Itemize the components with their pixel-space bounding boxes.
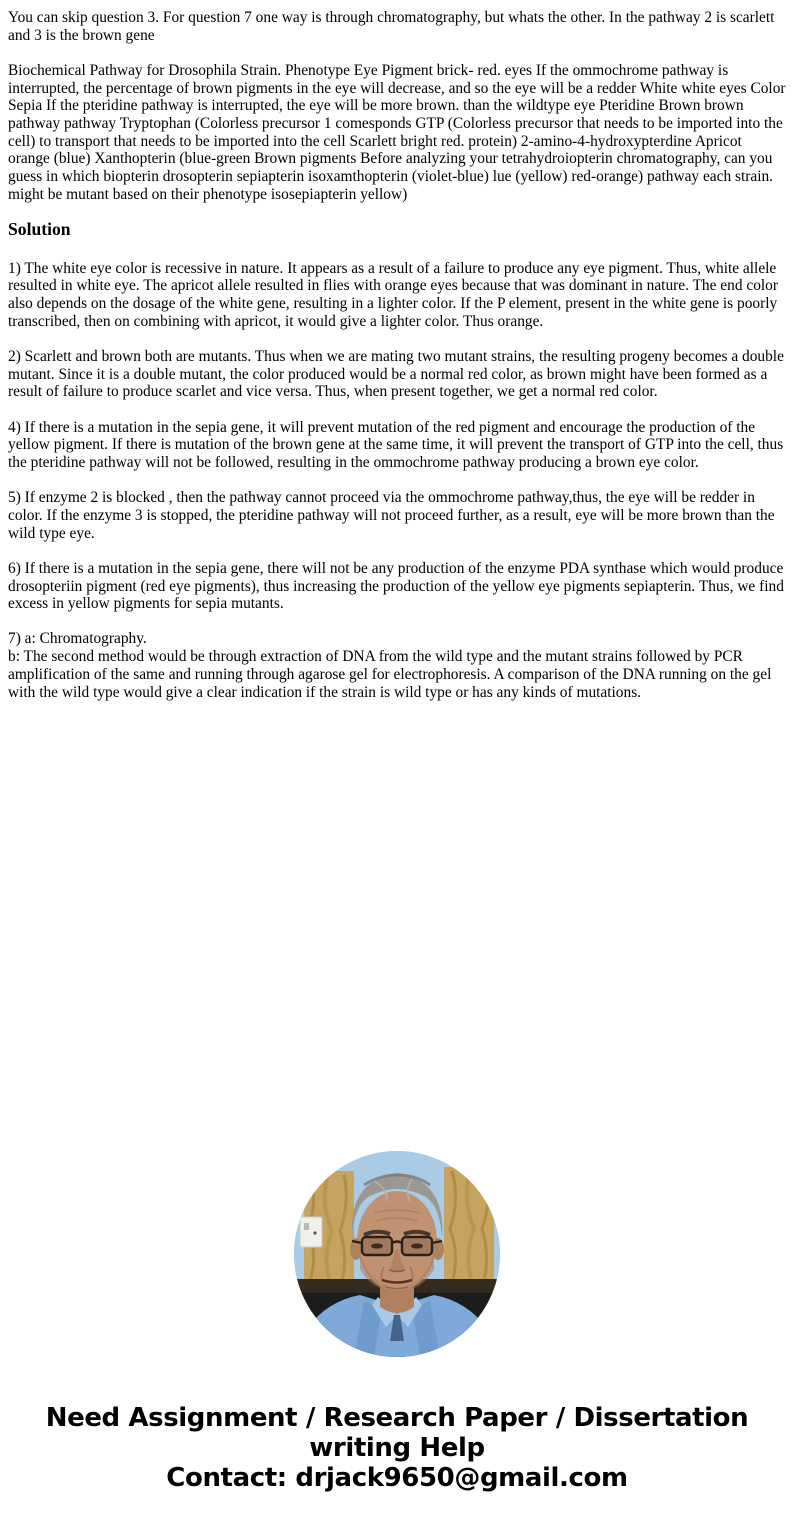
footer-heading-line: Need Assignment / Research Paper / Dissertation (45, 1403, 749, 1433)
solution-answer-2 (8, 348, 786, 401)
answer-text: b: The second method would be through extraction of DNA from the wild type and the mutant strains followed by PCR amplification of the same and running through agarose gel for electrophoresis. A comparison of the DNA running on the gel with the wild type would give a clear indication if the strain is wild type or has any kinds of mutations. (8, 648, 772, 701)
document-body (0, 0, 794, 719)
answer-text: 6) If there is a mutation in the sepia gene, there will not be any production of the enzyme PDA synthase which would produce drosopteriin pigment (red eye pigments), thus increasing the production of the yellow eye pigments sepiapterin. Thus, we find excess in yellow pigments for sepia mutants. (8, 559, 784, 613)
solution-answer-4 (8, 419, 786, 472)
answer-text: 7) a: Chromatography. (8, 630, 147, 648)
answer-text: 1) The white eye color is recessive in nature. It appears as a result of a failure to produce any eye pigment. Thus, white allele resulted in white eye. The apricot allele resulted in flies with orange eyes because that was dominant in nature. The end color also depends on the dosage of the white gene, resulting in a lighter color. If the P element, present in the white gene is poorly transcribed, then on combining with apricot, it would give a lighter color. Thus orange. (8, 259, 778, 330)
answer-text: 4) If there is a mutation in the sepia gene, it will prevent mutation of the red pigment and encourage the production of the yellow pigment. If there is mutation of the brown gene at the same time, it will prevent the transport of GTP into the cell, thus the pteridine pathway will not be followed, resulting in the ommochrome pathway producing a brown eye color. (8, 418, 784, 472)
question-description: Biochemical Pathway for Drosophila Strain. Phenotype Eye Pigment brick- red. eyes If the ommochrome pathway is interrupted, the percentage of brown pigments in the eye will decrease, and so the eye will be a redder White white eyes Color Sepia If the pteridine pathway is interrupted, the eye will be more brown. than the wildtype eye Pteridine Brown brown pathway pathway Tryptophan (Colorless precursor 1 comesponds GTP (Colorless precursor that needs to be imported into the cell) to transport that needs to be imported into the cell Scarlett bright red. protein) 2-amino-4-hydroxypterdine Apricot orange (blue) Xanthopterin (blue-green Brown pigments Before analyzing your tetrahydroiopterin chromatography, can you guess in which biopterin drosopterin sepiapterin isoxamthopterin (violet-blue) lue (yellow) red-orange) pathway each strain. might be mutant based on their phenotype isosepiapterin yellow) (8, 61, 786, 203)
solution-answer-5 (8, 489, 786, 542)
footer-heading-line: writing Help (309, 1433, 485, 1463)
solution-answer-1 (8, 260, 786, 331)
tutor-avatar (294, 1151, 500, 1357)
solution-answer-7 (8, 630, 786, 701)
solution-heading: Solution (8, 219, 71, 240)
footer-banner (0, 1403, 794, 1493)
answer-text: 2) Scarlett and brown both are mutants. Thus when we are mating two mutant strains, the resulting progeny becomes a double mutant. Since it is a double mutant, the color produced would be a normal red color, as brown might have been formed as a result of failure to produce scarlet and vice versa. Thus, when present together, we get a normal red color. (8, 348, 784, 401)
solution-answer-6 (8, 560, 786, 613)
question-note: You can skip question 3. For question 7 one way is through chromatography, but whats the other. In the pathway 2 is scarlett and 3 is the brown gene (8, 9, 775, 44)
tutor-portrait-illustration (294, 1151, 500, 1357)
answer-text: 5) If enzyme 2 is blocked , then the pathway cannot proceed via the ommochrome pathway,thus, the eye will be redder in color. If the enzyme 3 is stopped, the pteridine pathway will not proceed further, as a result, eye will be more brown than the wild type eye. (8, 489, 775, 542)
footer-contact-line: Contact: drjack9650@gmail.com (166, 1463, 628, 1493)
